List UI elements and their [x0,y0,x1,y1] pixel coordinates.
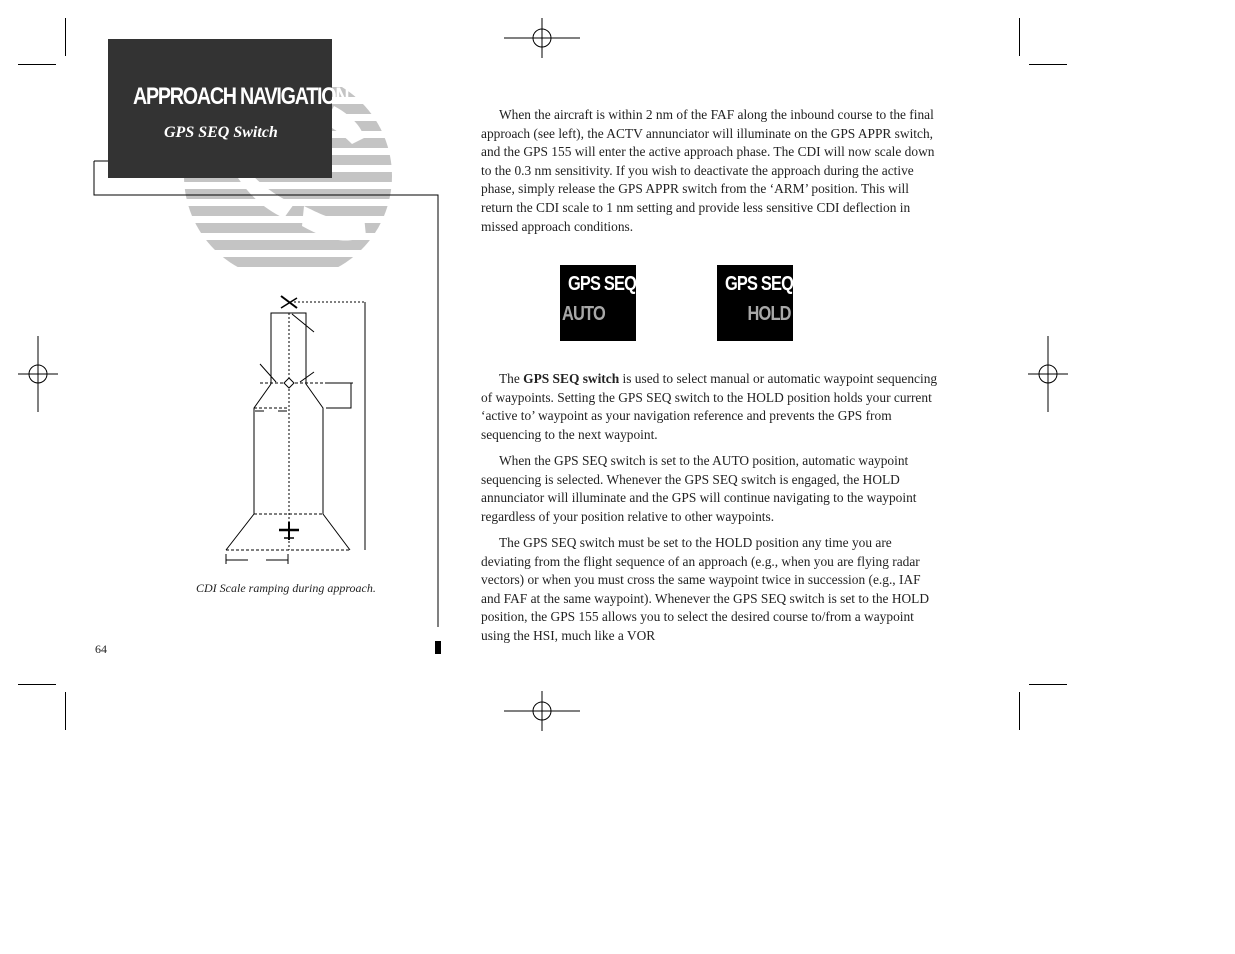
registration-mark-icon [504,18,580,58]
paragraph-auto-position: When the GPS SEQ switch is set to the AUTO position, automatic waypoint sequencing is selected. Whenever the GPS SEQ switch is engaged, the HOLD annunciator will illuminate and the GPS will continue navigating to the waypoint regardless of your position relative to other waypoints. [481,453,917,524]
annunciator-state: HOLD [747,303,791,325]
gps-seq-hold-annunciator [717,265,793,341]
paragraph-approach-active: When the aircraft is within 2 nm of the FAF along the inbound course to the final approach (see left), the ACTV annunciator will illuminate on the GPS APPR switch, and the GPS 155 will enter the active approach phase. The CDI will now scale down to the 0.3 nm sensitivity. If you wish to deactivate the approach during the active phase, simply release the GPS APPR switch from the ‘ARM’ position. This will return the CDI scale to 1 nm setting and provide less sensitive CDI deflection in missed approach conditions. [481,107,935,234]
text-span: The [499,371,524,386]
crop-mark [1019,692,1020,730]
crop-mark [65,18,66,56]
text-span: is used to select manual or automatic waypoint sequencing of waypoints. Setting the GPS SEQ switch to the HOLD position holds your current ‘active to’ waypoint as your navigation reference and prevents the GPS from sequencing to the next waypoint. [481,371,938,442]
crop-mark [65,692,66,730]
registration-mark-icon [18,336,58,412]
section-title: APPROACH NAVIGATION [133,83,349,110]
annunciator-state: AUTO [562,303,605,325]
crop-mark [1029,684,1067,685]
crop-mark [1019,18,1020,56]
crop-mark [1029,64,1067,65]
gps-seq-auto-annunciator [560,265,636,341]
crop-mark [18,684,56,685]
annunciator-label: GPS SEQ [725,273,794,295]
figure-caption: CDI Scale ramping during approach. [196,581,376,595]
cdi-scale-diagram [220,292,380,572]
page-number: 64 [95,642,107,656]
section-subtitle: GPS SEQ Switch [164,124,278,141]
crop-mark [18,64,56,65]
registration-mark-icon [504,691,580,731]
annunciator-label: GPS SEQ [568,273,637,295]
registration-mark-icon [1028,336,1068,412]
paragraph-gps-seq-switch [481,370,941,444]
bold-term: GPS SEQ switch [523,371,620,386]
paragraph-hold-position: The GPS SEQ switch must be set to the HOLD position any time you are deviating from the flight sequence of an approach (e.g., when you are flying radar vectors) or when you must cross the same waypoint twice in succession (e.g., IAF and FAF at the same waypoint). Whenever the GPS SEQ switch is set to the HOLD position, the GPS 155 allows you to select the desired course to/from a waypoint using the HSI, much like a VOR [481,535,930,643]
